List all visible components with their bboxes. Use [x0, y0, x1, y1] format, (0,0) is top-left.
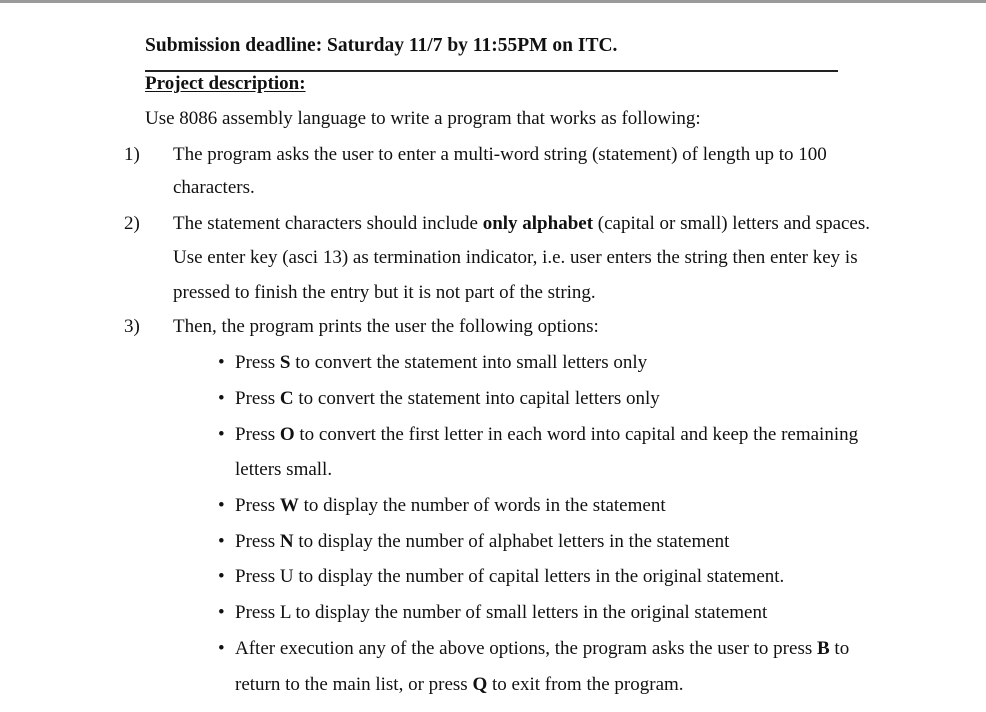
option-l: Press L to display the number of small letters in the original statement: [235, 602, 768, 623]
option-w: Press W to display the number of words in the statement: [235, 495, 666, 516]
intro-text: Use 8086 assembly language to write a program that works as following:: [145, 108, 701, 129]
option-u: Press U to display the number of capital letters in the original statement.: [235, 566, 785, 587]
item-2-emphasis: only alphabet: [482, 213, 594, 234]
option-n: Press N to display the number of alphabet letters in the statement: [235, 531, 730, 552]
bullet-icon: •: [218, 352, 225, 373]
option-o-continued: letters small.: [235, 459, 333, 480]
item-1-number: 1): [124, 144, 140, 165]
option-after-execution: After execution any of the above options, the program asks the user to press B to: [235, 638, 850, 659]
bullet-icon: •: [218, 388, 225, 409]
option-o: Press O to convert the first letter in each word into capital and keep the remaining: [235, 424, 859, 445]
submission-deadline: Submission deadline: Saturday 11/7 by 11:55PM on ITC.: [145, 35, 618, 56]
item-1-line-1: The program asks the user to enter a multi-word string (statement) of length up to 100: [173, 144, 827, 165]
bullet-icon: •: [218, 495, 225, 516]
item-2-line-2: Use enter key (asci 13) as termination indicator, i.e. user enters the string then enter key is: [173, 247, 858, 268]
item-3-number: 3): [124, 316, 140, 337]
item-3-line-1: Then, the program prints the user the following options:: [173, 316, 599, 337]
item-1-line-2: characters.: [173, 177, 255, 198]
page-top-border: [0, 0, 986, 3]
bullet-icon: •: [218, 638, 225, 659]
option-c: Press C to convert the statement into capital letters only: [235, 388, 660, 409]
bullet-icon: •: [218, 566, 225, 587]
item-2-line-3: pressed to finish the entry but it is not part of the string.: [173, 282, 596, 303]
option-after-execution-continued: return to the main list, or press Q to exit from the program.: [235, 674, 684, 695]
item-2-line-1: The statement characters should include only alphabet (capital or small) letters and spaces.: [173, 213, 871, 234]
bullet-icon: •: [218, 602, 225, 623]
project-description-heading: Project description:: [145, 73, 306, 94]
bullet-icon: •: [218, 531, 225, 552]
option-s: Press S to convert the statement into small letters only: [235, 352, 648, 373]
bullet-icon: •: [218, 424, 225, 445]
item-2-number: 2): [124, 213, 140, 234]
